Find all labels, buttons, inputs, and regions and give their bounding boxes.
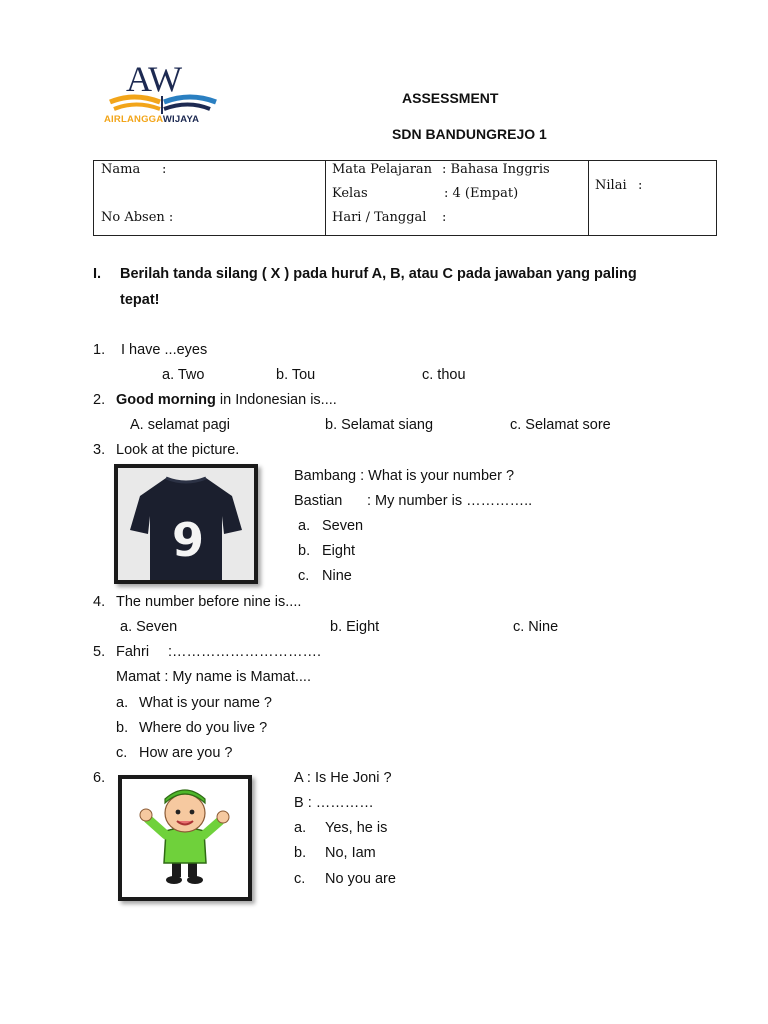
q2-rest: in Indonesian is.... bbox=[215, 392, 337, 408]
q3-option-a[interactable]: Seven bbox=[322, 518, 364, 534]
q3-option-c[interactable]: Nine bbox=[322, 568, 352, 584]
q2-number: 2. bbox=[93, 392, 106, 408]
q2-option-a[interactable]: A. selamat pagi bbox=[130, 417, 230, 433]
kelas-value: : 4 (Empat) bbox=[444, 186, 519, 201]
q4-option-b[interactable]: b. Eight bbox=[330, 619, 380, 635]
q1-option-a[interactable]: a. Two bbox=[162, 367, 205, 383]
jersey-icon bbox=[118, 468, 254, 580]
q1-number: 1. bbox=[93, 342, 106, 358]
q1-text: I have ...eyes bbox=[121, 342, 208, 358]
q5-option-a-letter: a. bbox=[116, 695, 129, 711]
boy-photo bbox=[118, 775, 252, 901]
q3-option-a-letter: a. bbox=[298, 518, 311, 534]
page-title: ASSESSMENT bbox=[402, 90, 499, 106]
kelas-label: Kelas bbox=[332, 186, 368, 201]
section-instruction-line1: Berilah tanda silang ( X ) pada huruf A, B, atau C pada jawaban yang paling bbox=[120, 266, 637, 282]
logo-name: AIRLANGGAWIJAYA bbox=[104, 114, 200, 125]
logo-mark: AW bbox=[126, 59, 182, 99]
q6-option-b-letter: b. bbox=[294, 845, 307, 861]
section-number: I. bbox=[93, 266, 102, 282]
no-absen-label: No Absen : bbox=[101, 210, 174, 225]
nama-label: Nama bbox=[101, 162, 141, 177]
q3-option-c-letter: c. bbox=[298, 568, 310, 584]
q6-option-a[interactable]: Yes, he is bbox=[325, 820, 388, 836]
jersey-photo bbox=[114, 464, 258, 584]
q2-option-b[interactable]: b. Selamat siang bbox=[325, 417, 434, 433]
q6-number: 6. bbox=[93, 770, 106, 786]
mapel-label: Mata Pelajaran bbox=[332, 162, 433, 177]
q3-option-b[interactable]: Eight bbox=[322, 543, 356, 559]
q6-dialog-line2: B : ………… bbox=[294, 795, 374, 811]
nilai-colon: : bbox=[638, 178, 643, 193]
q5-option-c-letter: c. bbox=[116, 745, 128, 761]
q1-option-b[interactable]: b. Tou bbox=[276, 367, 316, 383]
q4-option-c[interactable]: c. Nine bbox=[513, 619, 559, 635]
hari-label: Hari / Tanggal bbox=[332, 210, 427, 225]
q5-option-c[interactable]: How are you ? bbox=[139, 745, 233, 761]
q5-speaker1: Fahri bbox=[116, 644, 150, 660]
q6-option-c-letter: c. bbox=[294, 871, 306, 887]
nilai-label: Nilai bbox=[595, 178, 627, 193]
q4-text: The number before nine is.... bbox=[116, 594, 302, 610]
school-name: SDN BANDUNGREJO 1 bbox=[392, 126, 547, 142]
jersey-number: 9 bbox=[171, 513, 205, 567]
q3-dialog-line1: Bambang : What is your number ? bbox=[294, 468, 515, 484]
q2-bold-phrase: Good morning bbox=[116, 392, 216, 408]
q6-option-c[interactable]: No you are bbox=[325, 871, 396, 887]
q3-option-b-letter: b. bbox=[298, 543, 311, 559]
hari-colon: : bbox=[442, 210, 447, 225]
q3-dialog-line2-text: : My number is ………….. bbox=[367, 493, 533, 509]
mapel-value: : Bahasa Inggris bbox=[442, 162, 550, 177]
q5-option-b-letter: b. bbox=[116, 720, 129, 736]
q6-option-a-letter: a. bbox=[294, 820, 307, 836]
boy-cartoon-icon bbox=[122, 779, 248, 897]
nama-colon: : bbox=[162, 162, 167, 177]
q2-option-c[interactable]: c. Selamat sore bbox=[510, 417, 611, 433]
q6-option-b[interactable]: No, Iam bbox=[325, 845, 376, 861]
q4-number: 4. bbox=[93, 594, 106, 610]
q2-text bbox=[116, 392, 337, 408]
q5-line1: :…………………………. bbox=[168, 644, 322, 660]
q5-number: 5. bbox=[93, 644, 106, 660]
q4-option-a[interactable]: a. Seven bbox=[120, 619, 178, 635]
q6-dialog-line1: A : Is He Joni ? bbox=[294, 770, 392, 786]
q5-line2: Mamat : My name is Mamat.... bbox=[116, 669, 311, 685]
q5-option-b[interactable]: Where do you live ? bbox=[139, 720, 268, 736]
section-instruction-line2: tepat! bbox=[120, 292, 160, 308]
q3-number: 3. bbox=[93, 442, 106, 458]
q5-option-a[interactable]: What is your name ? bbox=[139, 695, 272, 711]
q3-text: Look at the picture. bbox=[116, 442, 240, 458]
school-logo bbox=[104, 58, 222, 130]
q1-option-c[interactable]: c. thou bbox=[422, 367, 466, 383]
q3-dialog-line2-speaker: Bastian bbox=[294, 493, 343, 509]
student-info-table bbox=[93, 160, 717, 236]
